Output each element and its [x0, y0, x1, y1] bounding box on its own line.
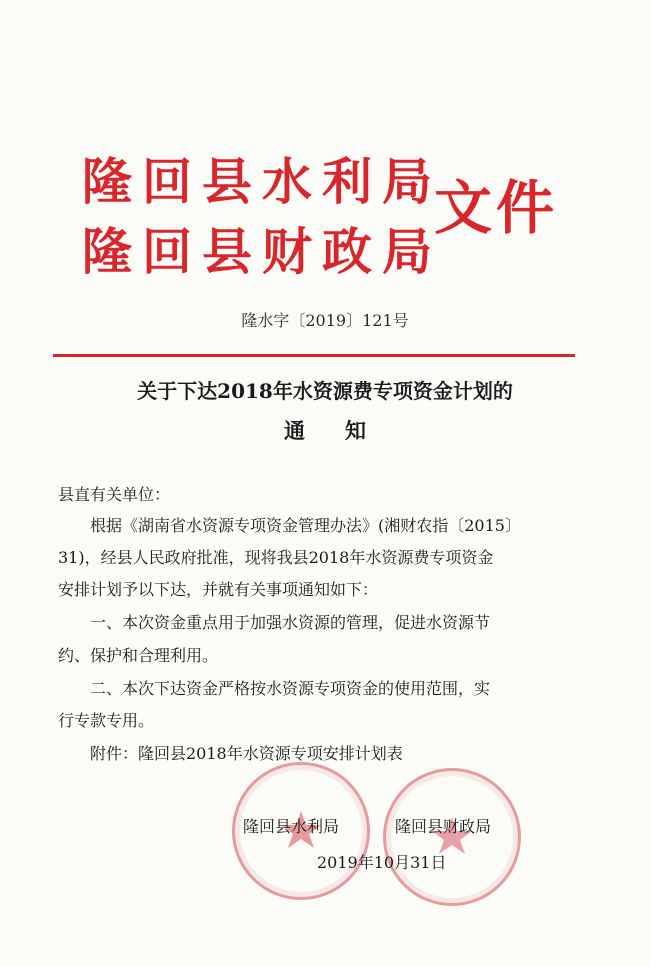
paragraph1-line3: 安排计划予以下达，并就有关事项通知如下： [58, 580, 379, 599]
issue-date: 2019年10月31日 [317, 853, 447, 872]
paragraph1-line1: 根据《湖南省水资源专项资金管理办法》(湘财农指〔2015〕 [90, 516, 521, 535]
signature-water-bureau: 隆回县水利局 [243, 817, 340, 836]
document-label: 文件 [434, 174, 559, 242]
header-red-rule [53, 354, 575, 357]
salutation: 县直有关单位： [58, 485, 171, 504]
paragraph2-line2: 约、保护和合理利用。 [58, 646, 219, 665]
issuer-line-water-bureau: 隆回县水利局 [82, 152, 442, 211]
notice-title-line2: 通知 [284, 418, 406, 443]
document-number: 隆水字〔2019〕121号 [241, 311, 409, 330]
notice-title-line1: 关于下达2018年水资源费专项资金计划的 [137, 379, 513, 403]
issuer-line-finance-bureau: 隆回县财政局 [82, 222, 442, 281]
attachment-line: 附件：隆回县2018年水资源专项安排计划表 [90, 744, 403, 763]
paragraph1-line2: 31)，经县人民政府批准，现将我县2018年水资源费专项资金 [58, 548, 494, 567]
paragraph2-line1: 一、本次资金重点用于加强水资源的管理，促进水资源节 [90, 613, 491, 632]
signature-finance-bureau: 隆回县财政局 [395, 817, 492, 836]
paragraph3-line1: 二、本次下达资金严格按水资源专项资金的使用范围，实 [90, 679, 491, 698]
paragraph3-line2: 行专款专用。 [58, 711, 155, 730]
